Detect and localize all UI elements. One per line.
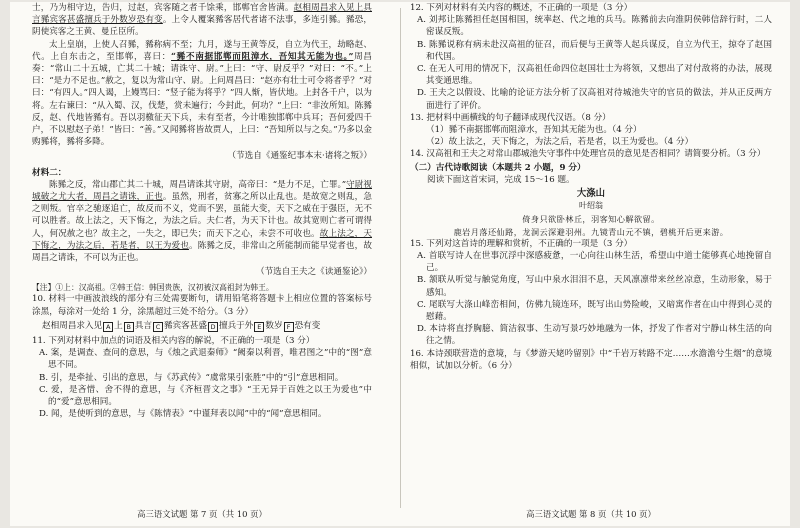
- option-b: B. 陈豨说称有病未赴汉高祖的征召，而后便与王黄等人起兵谋反，自立为代王，掠夺了赵国和代国。: [417, 39, 772, 62]
- answer-box-e[interactable]: E: [254, 322, 264, 332]
- page-footer: 高三语文试题 第 8 页（共 10 页）: [526, 509, 656, 519]
- question-10: 10. 材料一中画波浪线的部分有三处需要断句，请用铅笔将答题卡上相应位置的答案标号涂黑，每涂对一处给 1 分，涂黑超过三处不给分。（3 分）: [32, 294, 372, 317]
- option-d: D. 闻，是使听到的意思，与《陈情表》“中谨拜表以闻”中的“闻”意思相同。: [39, 409, 327, 420]
- answer-box-d[interactable]: D: [208, 322, 218, 332]
- page-7: [32, 2, 372, 526]
- question-15: 15. 下列对这首诗的理解和赏析，不正确的一项是（3 分）: [410, 238, 633, 249]
- poem-title: 大涤山: [576, 188, 606, 200]
- poem-author: 叶绍翁: [579, 201, 603, 211]
- material-paragraph: 陈豨之反，常山郡亡其二十城，周昌请诛其守尉，高帝曰：“是力不足，亡罪。”守尉视城破之尤大者，周昌之请诛，正也。虽然，刑者，贫寡之所以止乱也。是故宽之则乱，急之则叛。官卒之驰逐追亡，故反而不义，党而不罢，虽能大变，天下之威在于强臣，无不可以胜者。故上法之，天下悔之，为法之后。夫仁者，为天下计也。故其宽则亡者可谓得人，何况赦之也？故主之，一失之，即已失；而天下之心，未尝不可收也。故上法之，天下悔之，为法之后，若是者，以王为爱也。陈豨之反，非常山之所能制而能早觉者也，故周昌之请诛，不可以为正也。: [32, 179, 372, 264]
- option-b: B. 引，是牵扯、引出的意思，与《苏武传》“虞常果引张胜”中的“引”意思相同。: [39, 372, 344, 383]
- source-citation: （节选自《通鉴纪事本末·诸将之叛》）: [227, 151, 372, 162]
- annotation-note: 【注】①上：汉高祖。②韩王信：韩国贵族，汉初被汉高祖封为韩王。: [32, 283, 274, 293]
- passage-paragraph: 太上皇崩，上使人召豨，豨称病不至；九月，遂与王黄等反，自立为代王，劫略赵、代。上自东击之，至邯郸，喜曰：“豨不南据邯郸而阻漳水，吾知其无能为也。”周昌奏：“常山二十五城，亡其二十城；请诛守、尉。”上曰：“守、尉反乎？”对曰：“不。”上曰：“是力不足也。”赦之，复以为常山守、尉。上问周昌曰：“赵亦有壮士可令将者乎？”对曰：“有四人。”四人谒，上嫚骂曰：“竖子能为将乎？”四人惭，皆伏地。上封各千户，以为将。左右谏曰：“从入蜀、汉，伐楚，赏未遍行；今封此，何功？”上曰：“非汝所知。陈豨反，赵、代地皆豨有。吾以羽檄征天下兵，未有至者，今计唯独邯郸中兵耳；吾何爱四千户，不以慰赵子弟！”皆曰：“善。”又闻豨将皆故贾人，上曰：“吾知所以与之矣。”乃多以金购豨将，豨将多降。: [32, 39, 372, 148]
- option-a: A. 案，是调查、查问的意思，与《烛之武退秦师》“阙秦以利晋，唯君图之”中的“图”意思不同。: [39, 348, 372, 371]
- question-13-item-1: （1）豨不南据邯郸而阻漳水，吾知其无能为也。（4 分）: [426, 125, 642, 136]
- question-13: 13. 把材料中画横线的句子翻译成现代汉语。（8 分）: [410, 112, 611, 123]
- punctuation-line: 赵相周昌求入见 A 上 B 具言 C 豨宾客甚盛 D 擅兵于外 E 数岁 F 恐有变: [42, 320, 321, 331]
- option-a: A. 刘邦让陈豨担任赵国相国，统率赵、代之地的兵马。陈豨前去向淮阴侯韩信辞行时，二人密谋反叛。: [417, 15, 772, 38]
- option-b: B. 颔联从听觉与触觉角度，写山中泉水泪泪不息，天风凛凛带来丝丝凉意，生动形象，易于感知。: [417, 275, 772, 298]
- option-d: D. 本诗将直抒胸臆、简洁叙事、生动写景巧妙地融为一体，抒发了作者对宁静山林生活的向往之情。: [417, 324, 772, 347]
- exam-sheet: [10, 2, 790, 526]
- option-c: C. 在无人可用的情况下，汉高祖任命四位赵国壮士为将领，又想出了对付敌将的办法，展现其变通思维。: [417, 64, 772, 87]
- question-16: 16. 本诗颈联营造的意境，与《梦游天姥吟留别》中“千岩万转路不定……水澹澹兮生烟”的意境相似，试加以分析。（6 分）: [410, 348, 772, 371]
- page-divider: [400, 8, 401, 508]
- option-a: A. 首联写诗人在世事沉浮中深感疲惫，一心向往山林生活，希望山中道士能够真心地挽留自己。: [417, 251, 772, 274]
- question-11: 11. 下列对材料中加点的词语及相关内容的解说，不正确的一项是（3 分）: [32, 336, 315, 347]
- answer-box-c[interactable]: C: [153, 322, 163, 332]
- poem-line: 鹿岩月落还仙路，龙洞云深避羽州。九镜青山元不镇，碧桃开后更来游。: [453, 226, 729, 237]
- material-title: 材料二：: [32, 167, 67, 178]
- option-d: D. 王夫之以假设、比喻的论证方法分析了汉高祖对待城池失守的官员的做法，并从正反两方面进行了评价。: [417, 88, 772, 111]
- question-14: 14. 汉高祖和王夫之对常山郡城池失守事件中处理官员的意见是否相同？请简要分析。（3 分）: [410, 149, 766, 160]
- option-c: C. 尾联写大涤山峰峦相间，仿佛九镜连环，既写出山势险峻，又暗寓作者在山中得到心灵的慰藉。: [417, 299, 772, 323]
- page-footer: 高三语文试题 第 7 页（共 10 页）: [137, 509, 267, 519]
- poem-line: 倚身只欲卧林丘，羽客知心解欲留。: [522, 214, 660, 225]
- section-heading: （二）古代诗歌阅读（本题共 2 小题，9 分）: [410, 162, 586, 173]
- answer-box-b[interactable]: B: [124, 322, 134, 332]
- option-c: C. 爱，是吝惜、舍不得的意思，与《齐桓晋文之事》“王无异于百姓之以王为爱也”中的“爱”意思相同。: [39, 384, 372, 408]
- answer-box-f[interactable]: F: [284, 322, 294, 332]
- page-8: [410, 2, 772, 526]
- source-citation: （节选自王夫之《读通鉴论》）: [255, 267, 372, 278]
- poem-intro: 阅读下面这首宋词，完成 15～16 题。: [427, 174, 575, 185]
- passage-paragraph: 士，乃为相守边，告归，过赵，宾客随之者千馀乘，邯郸官舍皆满。赵相周昌求入见上具言豨宾客甚盛擅兵于外数岁恐有变。上令人覆案豨客居代者诸不法事，多连引豨。豨恐，阴使宾客之王黄、曼丘臣所。: [32, 3, 372, 38]
- question-13-item-2: （2）故上法之，天下悔之，为法之后，若是者，以王为爱也。（4 分）: [426, 137, 694, 148]
- question-12: 12. 下列对材料有关内容的概述，不正确的一项是（3 分）: [410, 3, 633, 13]
- answer-box-a[interactable]: A: [103, 322, 113, 332]
